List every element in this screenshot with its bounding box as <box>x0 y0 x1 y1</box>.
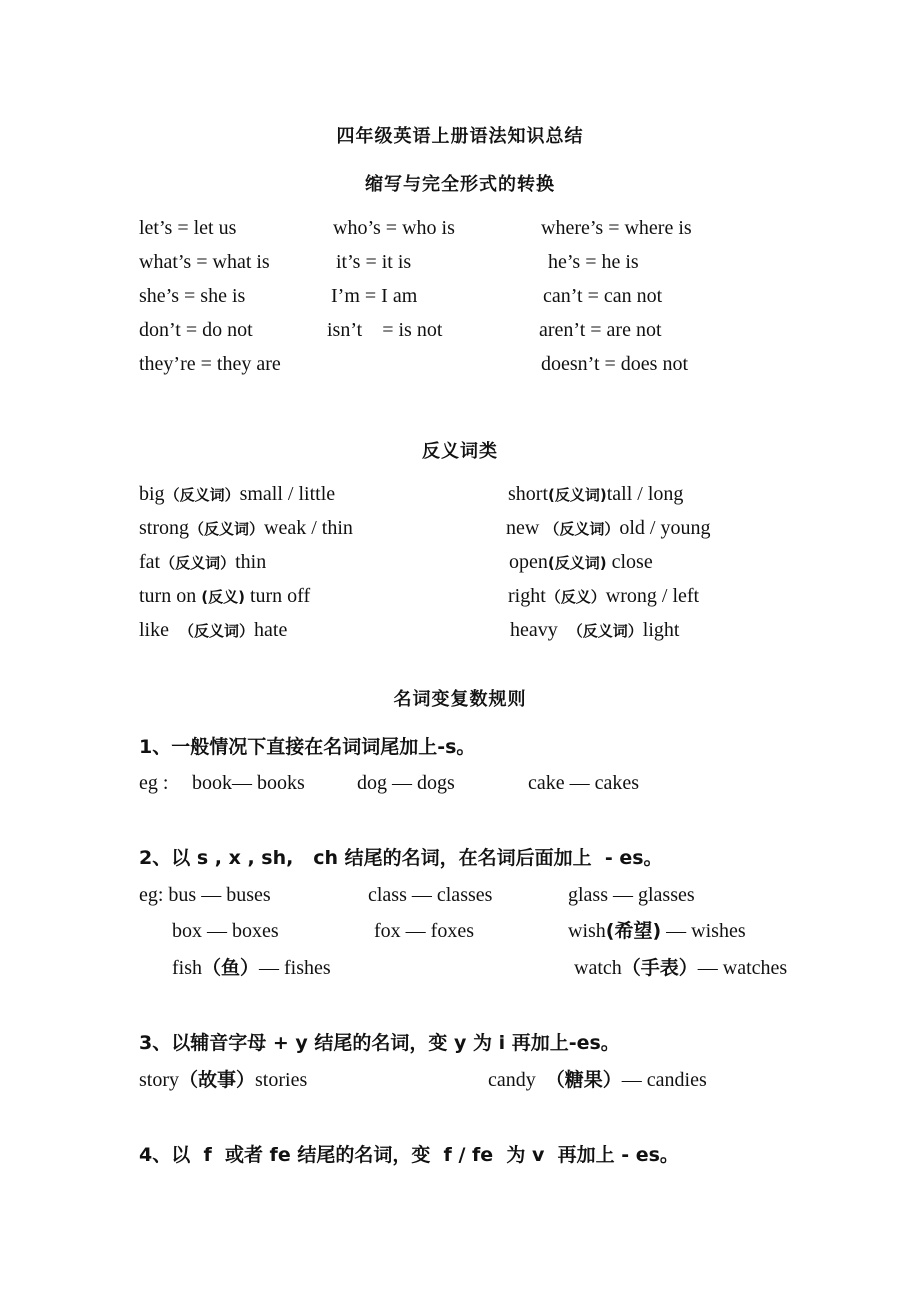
example-item: glass — glasses <box>568 884 695 906</box>
example-item: box — boxes <box>172 920 279 942</box>
contraction-item: aren’t = are not <box>539 319 662 341</box>
antonym-pair: right（反义）wrong / left <box>508 585 700 607</box>
contraction-item: where’s = where is <box>541 217 692 239</box>
antonym-pair: open(反义词) close <box>509 551 653 573</box>
plural-rule-4: 4、以 f 或者 fe 结尾的名词，变 f / fe 为 v 再加上 - es。 <box>139 1144 679 1166</box>
example-item: eg: bus — buses <box>139 884 271 906</box>
contraction-item: I’m = I am <box>331 285 418 307</box>
contraction-item: don’t = do not <box>139 319 253 341</box>
antonym-pair: like （反义词）hate <box>139 619 288 641</box>
contraction-item: can’t = can not <box>543 285 663 307</box>
antonym-pair: new （反义词）old / young <box>506 517 711 539</box>
example-item: dog — dogs <box>357 772 455 794</box>
contractions-heading: 缩写与完全形式的转换 <box>365 174 555 195</box>
example-item: wish(希望) — wishes <box>568 920 746 942</box>
plural-rule-2: 2、以 s , x , sh, ch 结尾的名词，在名词后面加上 - es。 <box>139 847 663 869</box>
contraction-item: let’s = let us <box>139 217 237 239</box>
example-item: fish（鱼）— fishes <box>172 957 331 979</box>
example-item: class — classes <box>368 884 493 906</box>
contraction-item: isn’t = is not <box>327 319 443 341</box>
example-item: cake — cakes <box>528 772 640 794</box>
contraction-item: who’s = who is <box>333 217 455 239</box>
example-item: watch（手表）— watches <box>574 957 788 979</box>
antonym-pair: heavy （反义词）light <box>510 619 680 641</box>
example-item: story（故事）stories <box>139 1069 308 1091</box>
antonyms-heading: 反义词类 <box>422 441 498 462</box>
antonym-pair: fat（反义词）thin <box>139 551 267 573</box>
plural-rule-1: 1、一般情况下直接在名词词尾加上-s。 <box>139 736 476 758</box>
antonym-pair: strong（反义词）weak / thin <box>139 517 353 539</box>
plural-rule-3: 3、以辅音字母 + y 结尾的名词，变 y 为 i 再加上-es。 <box>139 1032 620 1054</box>
antonym-pair: turn on (反义) turn off <box>139 585 311 607</box>
example-item: fox — foxes <box>374 920 474 942</box>
example-item: candy （糖果）— candies <box>488 1069 707 1091</box>
example-label: eg : <box>139 772 169 794</box>
contraction-item: it’s = it is <box>336 251 412 273</box>
contraction-item: they’re = they are <box>139 353 281 375</box>
contraction-item: what’s = what is <box>139 251 270 273</box>
page-title: 四年级英语上册语法知识总结 <box>336 126 584 147</box>
plurals-heading: 名词变复数规则 <box>393 689 527 710</box>
contraction-item: doesn’t = does not <box>541 353 689 375</box>
example-item: book— books <box>192 772 305 794</box>
contraction-item: she’s = she is <box>139 285 246 307</box>
antonym-pair: big（反义词）small / little <box>139 483 336 505</box>
contraction-item: he’s = he is <box>548 251 639 273</box>
antonym-pair: short(反义词)tall / long <box>508 483 684 505</box>
